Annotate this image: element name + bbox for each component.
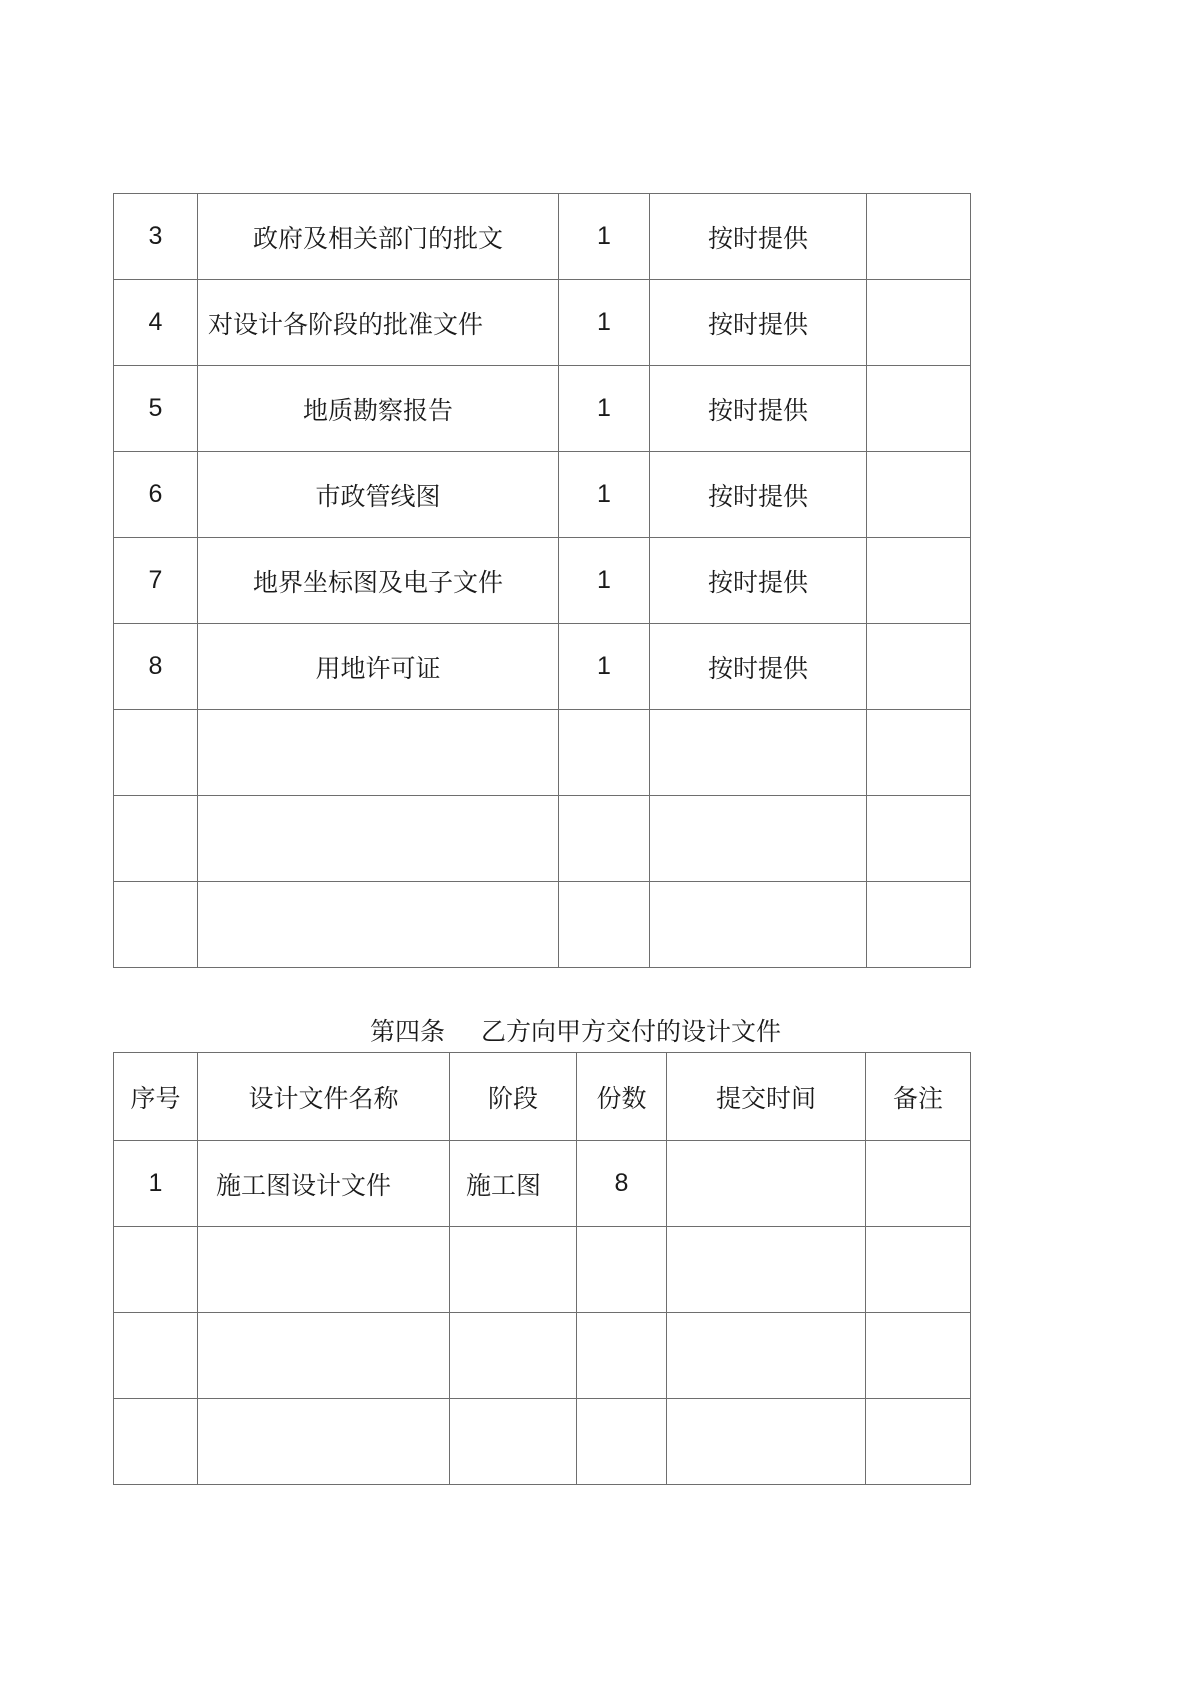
row-number: 7: [114, 538, 198, 624]
remarks: [867, 796, 971, 882]
remarks: [867, 882, 971, 968]
document-name: 地界坐标图及电子文件: [198, 538, 559, 624]
submit-time: [667, 1141, 866, 1227]
provide-time: 按时提供: [650, 194, 867, 280]
provide-time: [650, 882, 867, 968]
row-number: 8: [114, 624, 198, 710]
copies: 1: [559, 366, 650, 452]
remarks: [866, 1227, 971, 1313]
table-row: [114, 366, 971, 452]
delivered-documents-table: [113, 1052, 971, 1485]
document-name: 巿政管线图: [198, 452, 559, 538]
remarks: [867, 194, 971, 280]
remarks: [866, 1141, 971, 1227]
table-row: [114, 710, 971, 796]
table-row: [114, 194, 971, 280]
remarks: [867, 280, 971, 366]
remarks: [867, 366, 971, 452]
header-stage: 阶段: [450, 1053, 577, 1141]
remarks: [866, 1313, 971, 1399]
table-row: [114, 624, 971, 710]
provide-time: 按时提供: [650, 366, 867, 452]
row-number: [114, 882, 198, 968]
row-number: 6: [114, 452, 198, 538]
document-name: 施工图设计文件: [198, 1141, 450, 1227]
copies: [577, 1399, 667, 1485]
copies: 1: [559, 280, 650, 366]
row-number: [114, 796, 198, 882]
document-name: 地质勘察报告: [198, 366, 559, 452]
row-number: 3: [114, 194, 198, 280]
table-row: [114, 452, 971, 538]
stage: [450, 1399, 577, 1485]
provide-time: 按时提供: [650, 280, 867, 366]
copies: 1: [559, 624, 650, 710]
document-name: [198, 1313, 450, 1399]
row-number: 1: [114, 1141, 198, 1227]
stage: [450, 1227, 577, 1313]
document-name: [198, 1399, 450, 1485]
row-number: [114, 1399, 198, 1485]
table-header-row: [114, 1053, 971, 1141]
header-document-name: 设计文件名称: [198, 1053, 450, 1141]
row-number: 4: [114, 280, 198, 366]
remarks: [867, 710, 971, 796]
copies: [559, 710, 650, 796]
copies: 1: [559, 194, 650, 280]
copies: [559, 882, 650, 968]
article-number: 第四条: [370, 1017, 446, 1046]
row-number: [114, 710, 198, 796]
remarks: [867, 624, 971, 710]
copies: [577, 1227, 667, 1313]
provide-time: 按时提供: [650, 538, 867, 624]
provide-time: 按时提供: [650, 624, 867, 710]
table-row: [114, 280, 971, 366]
provided-documents-table: [113, 193, 971, 968]
document-name: [198, 1227, 450, 1313]
copies: 1: [559, 452, 650, 538]
stage: 施工图: [450, 1141, 577, 1227]
table-row: [114, 1399, 971, 1485]
provide-time: [650, 710, 867, 796]
header-copies: 份数: [577, 1053, 667, 1141]
document-name: 对设计各阶段的批准文件: [198, 280, 559, 366]
document-name: 用地许可证: [198, 624, 559, 710]
header-submit-time: 提交时间: [667, 1053, 866, 1141]
submit-time: [667, 1227, 866, 1313]
section-title-text: 乙方向甲方交付的设计文件: [481, 1017, 782, 1046]
remarks: [867, 452, 971, 538]
document-name: [198, 882, 559, 968]
submit-time: [667, 1399, 866, 1485]
copies: 8: [577, 1141, 667, 1227]
row-number: [114, 1227, 198, 1313]
copies: [559, 796, 650, 882]
stage: [450, 1313, 577, 1399]
header-remarks: 备注: [866, 1053, 971, 1141]
section-heading: [370, 1012, 781, 1048]
row-number: [114, 1313, 198, 1399]
document-name: [198, 710, 559, 796]
submit-time: [667, 1313, 866, 1399]
remarks: [866, 1399, 971, 1485]
document-name: 政府及相关部门的批文: [198, 194, 559, 280]
copies: [577, 1313, 667, 1399]
table-row: [114, 1313, 971, 1399]
row-number: 5: [114, 366, 198, 452]
copies: 1: [559, 538, 650, 624]
table-row: [114, 882, 971, 968]
table-row: [114, 1141, 971, 1227]
table-row: [114, 1227, 971, 1313]
table-row: [114, 796, 971, 882]
remarks: [867, 538, 971, 624]
table-row: [114, 538, 971, 624]
document-name: [198, 796, 559, 882]
provide-time: [650, 796, 867, 882]
header-number: 序号: [114, 1053, 198, 1141]
provide-time: 按时提供: [650, 452, 867, 538]
